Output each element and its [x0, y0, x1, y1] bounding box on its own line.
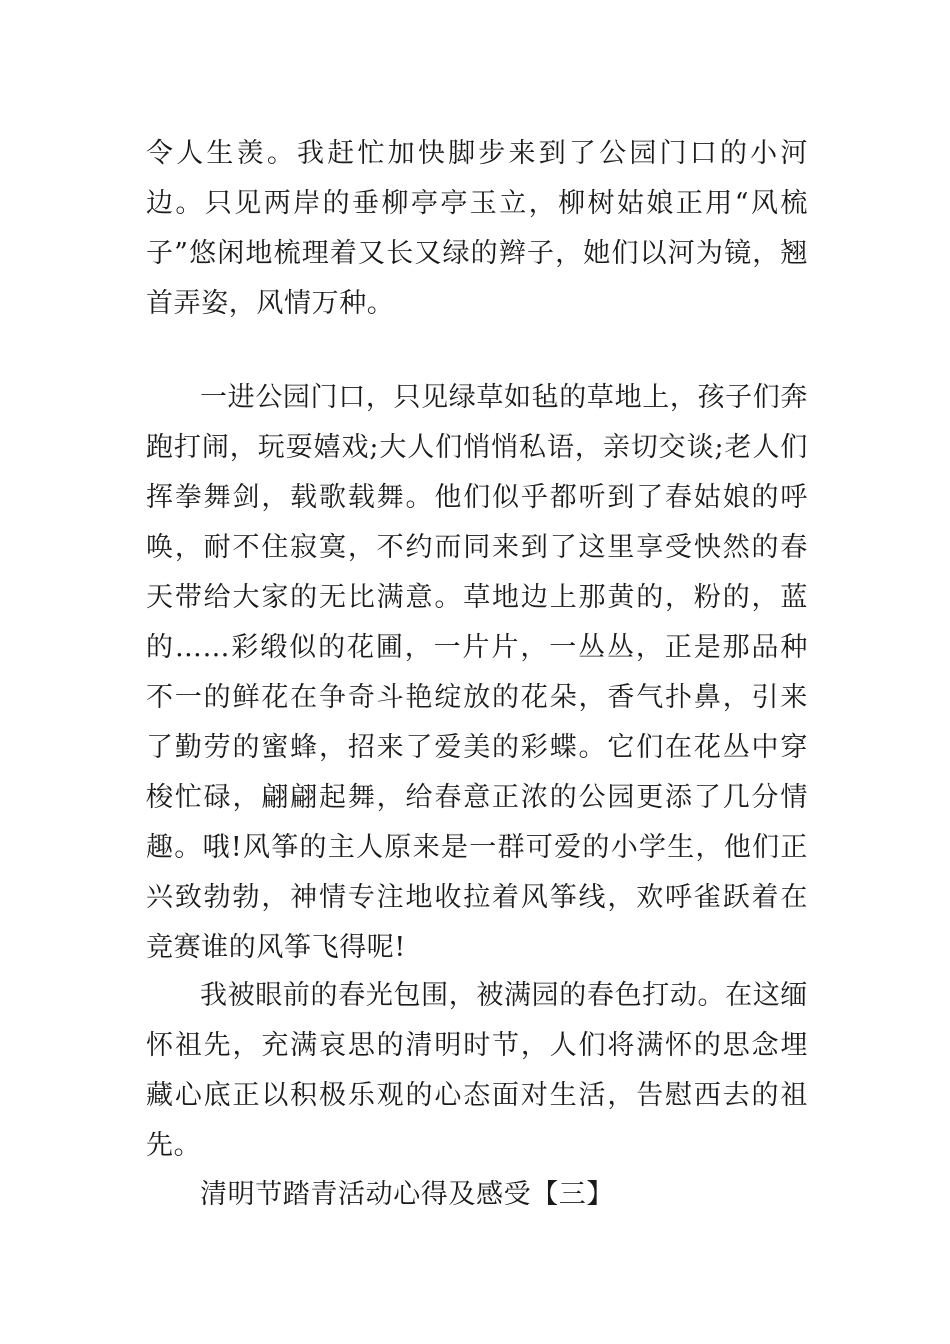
paragraph-spring-reflection: 我被眼前的春光包围，被满园的春色打动。在这缅怀祖先，充满哀思的清明时节，人们将满怀的思念埋藏心底正以积极乐观的心态面对生活，告慰西去的祖先。 — [146, 980, 808, 1161]
paragraph-park-scene: 一进公园门口，只见绿草如毡的草地上，孩子们奔跑打闹，玩耍嬉戏;大人们悄悄私语，亲切交谈;老人们挥拳舞剑，载歌载舞。他们似乎都听到了春姑娘的呼唤，耐不住寂寞，不约而同来到了这里享受怏然的春天带给大家的无比满意。草地边上那黄的，粉的，蓝的……彩缎似的花圃，一片片，一丛丛，正是那品种不一的鲜花在争奇斗艳绽放的花朵，香气扑鼻，引来了勤劳的蜜蜂，招来了爱美的彩蝶。它们在花丛中穿梭忙碌，翩翩起舞，给春意正浓的公园更添了几分情趣。哦!风筝的主人原来是一群可爱的小学生，他们正兴致勃勃，神情专注地收拉着风筝线，欢呼雀跃着在竞赛谁的风筝飞得呢! — [146, 382, 808, 963]
paragraph-river-willows: 令人生羡。我赶忙加快脚步来到了公园门口的小河边。只见两岸的垂柳亭亭玉立，柳树姑娘正用“风梳子”悠闲地梳理着又长又绿的辫子，她们以河为镜，翘首弄姿，风情万种。 — [146, 138, 808, 319]
section-heading: 清明节踏青活动心得及感受【三】 — [200, 1179, 614, 1210]
